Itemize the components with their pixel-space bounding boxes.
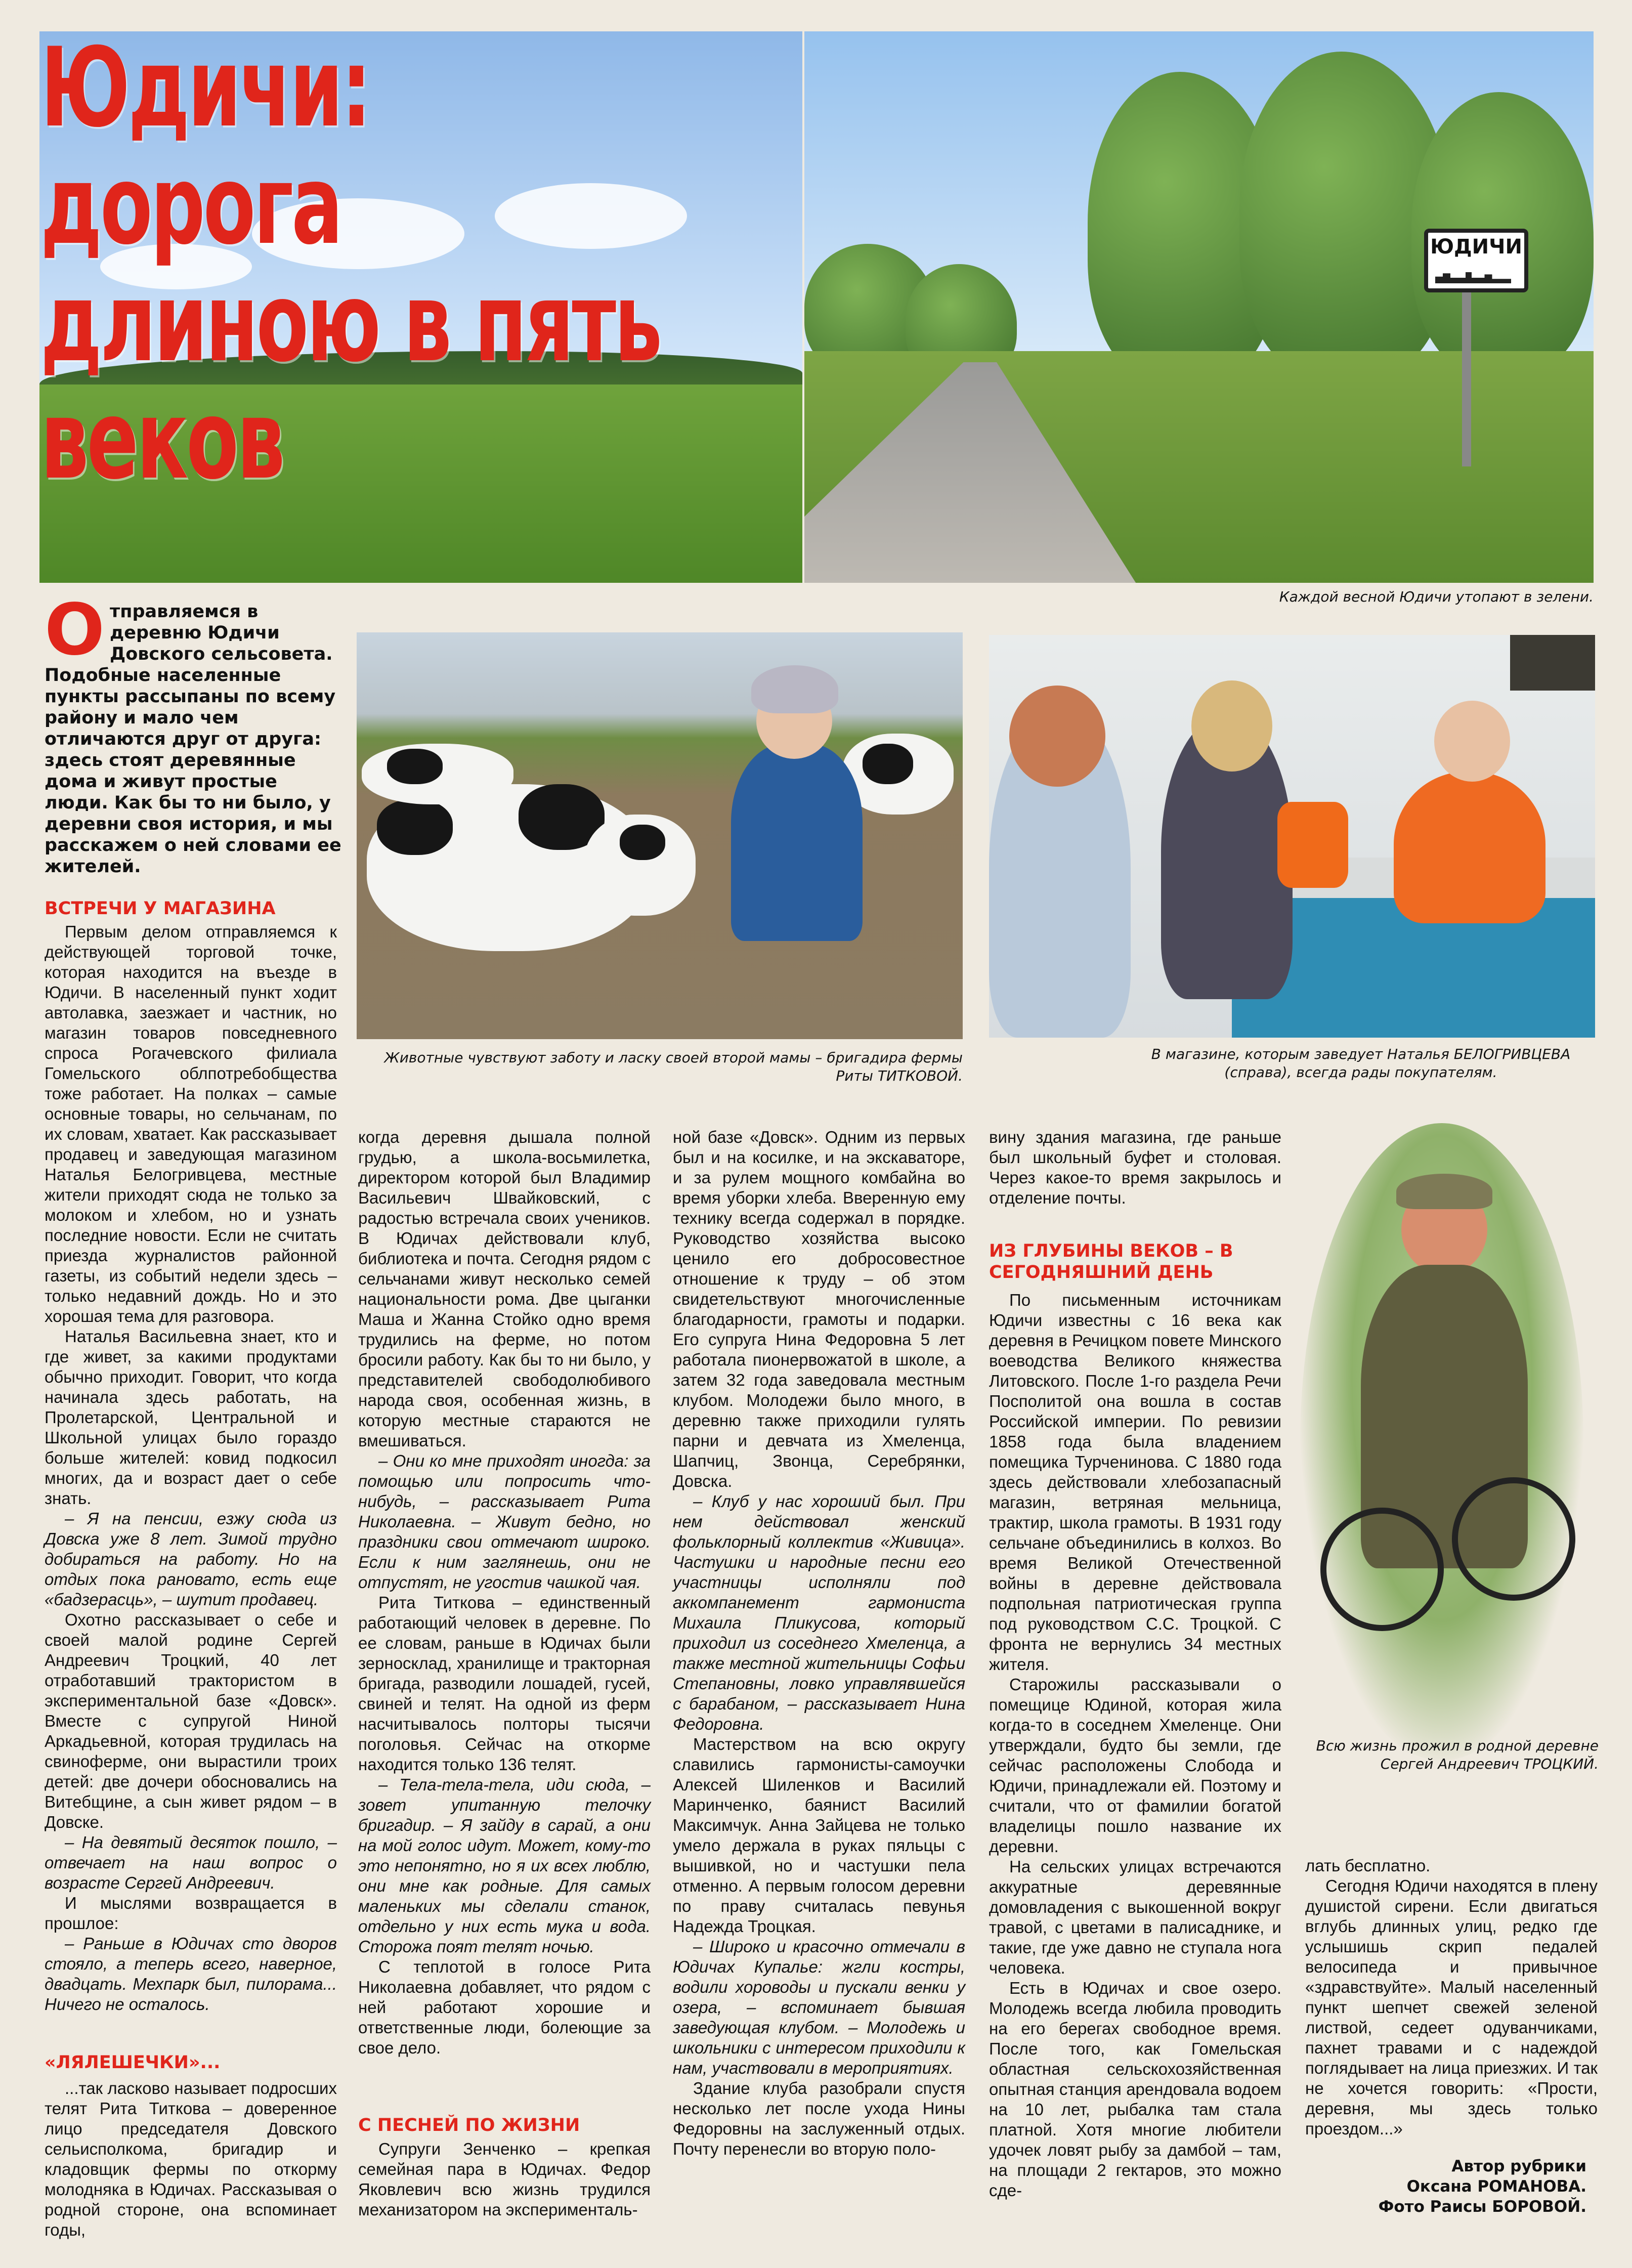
sign-post	[1462, 269, 1471, 466]
column-5	[1305, 1856, 1598, 2139]
headline: Юдичи: дорога длиною в пять веков	[40, 24, 661, 503]
column-4-continued	[989, 1290, 1281, 2201]
man-with-bicycle-photo	[1300, 1123, 1583, 1761]
paragraph: Охотно рассказывает о себе и своей малой родине Сергей Андреевич Троцкий, 40 лет отработавший трактористом в экспериментальной базе «Довск». Вместе с супругой Ниной Аркадьевной, которая трудилась на свиноферме, они вырастили троих детей: две дочери обосновались на Витебщине, а сын живет рядом – в Довске.	[45, 1610, 337, 1831]
column-1	[45, 922, 337, 2015]
credit-line: Автор рубрики	[1451, 2157, 1586, 2175]
paragraph: ной базе «Довск». Одним из первых был и на косилке, и на экскаваторе, и за рулем мощного комбайна во время уборки хлеба. Вверенную ему технику всегда содержал в порядке. Руководство хозяйства высоко ценило его добросовестное отношение к труду – об этом свидетельствуют многочисленные благодарности, грамоты и подарки. Его супруга Нина Федоровна 5 лет работала пионервожатой в школе, а затем 32 года заведовала местным клубом. Молодежи было много, в деревню также приходили гулять парни и девчата из Хмеленца, Шапчиц, Звонца, Серебрянки, Довска.	[673, 1128, 965, 1490]
shop-photo	[989, 635, 1595, 1038]
village-sign-text: ЮДИЧИ	[1430, 235, 1522, 259]
cows-photo	[357, 632, 963, 1039]
heading-from-depths: ИЗ ГЛУБИНЫ ВЕКОВ – В СЕГОДНЯШНИЙ ДЕНЬ	[989, 1241, 1233, 1282]
heading-with-song: С ПЕСНЕЙ ПО ЖИЗНИ	[358, 2115, 580, 2135]
heading-meetings: ВСТРЕЧИ У МАГАЗИНА	[45, 898, 276, 919]
paragraph: Есть в Юдичах и свое озеро. Молодежь всегда любила проводить на его берегах свободное время. После того, как Гомельская областная сельскохозяйственная опытная станция арендовала водоем на 10 лет, рыбалка там стала платной. Хотя многие любители удочек ловят рыбу за дамбой – там, на площади 2 гектаров, это можно сде-	[989, 1979, 1281, 2200]
paragraph: Рита Титкова – единственный работающий человек в деревне. По ее словам, раньше в Юдичах были зерносклад, хранилище и тракторная бригада, разводили лошадей, гусей, свиней и телят. На одной из ферм насчитывалось полторы тысячи поголовья. Сейчас на откорме находится только 136 телят.	[358, 1593, 651, 1774]
village-sign	[1424, 229, 1528, 292]
hero-caption: Каждой весной Юдичи утопают в зелени.	[1279, 588, 1594, 605]
heading-lyaleshechki: «ЛЯЛЕШЕЧКИ»...	[45, 2052, 221, 2073]
paragraph-quote: – Я на пенсии, езжу сюда из Довска уже 8 лет. Зимой трудно добираться на работу. Но на отдых пока рановато, есть еще «бадзерасць», – шутит продавец.	[45, 1509, 337, 1609]
intro-text: тправляемся в деревню Юдичи Довского сельсовета. Подобные населенные пункты рассыпаны по всему району и мало чем отличаются друг от друга: здесь стоят деревянные дома и живут простые люди. Как бы то ни было, у деревни своя история, и мы расскажем о ней словами ее жителей.	[45, 602, 341, 877]
paragraph: И мыслями возвращается в прошлое:	[45, 1894, 337, 1933]
paragraph: На сельских улицах встречаются аккуратные деревянные домовладения с выкошенной вокруг травой, с цветами в палисаднике, и такие, где уже давно не ступала нога человека.	[989, 1857, 1281, 1977]
man-caption: Всю жизнь прожил в родной деревне Сергей Андреевич ТРОЦКИЙ.	[1316, 1737, 1599, 1772]
paragraph: Наталья Васильевна знает, кто и где живет, за какими продуктами обычно приходит. Говорит, что когда начинала здесь работать, на Пролетарской, Центральной и Школьной улицах было гораздо больше жителей: ковид подкосил многих, да и возраст дает о себе знать.	[45, 1327, 337, 1508]
paragraph: вину здания магазина, где раньше был школьный буфет и столовая. Через какое-то время закрылось и отделение почты.	[989, 1128, 1281, 1207]
paragraph-quote: – Они ко мне приходят иногда: за помощью или попросить что-нибудь, – рассказывает Рита Николаевна. – Живут бедно, но праздники свои отмечают широко. Если к ним заглянешь, они не отпустят, не угостив чашкой чая.	[358, 1451, 651, 1592]
paragraph-quote: – На девятый десяток пошло, – отвечает на наш вопрос о возрасте Сергей Андреевич.	[45, 1833, 337, 1892]
paragraph-quote: – Раньше в Юдичах сто дворов стояло, а теперь всего, наверное, двадцать. Мехпарк был, пилорама... Ничего не осталось.	[45, 1934, 337, 2014]
cows-caption: Животные чувствуют заботу и ласку своей второй мамы – бригадира фермы Риты ТИТКОВОЙ.	[384, 1049, 963, 1084]
paragraph: лать бесплатно.	[1305, 1856, 1431, 1875]
paragraph-quote: – Тела-тела-тела, иди сюда, – зовет упитанную телочку бригадир. – Я зайду в сарай, а они на мой голос идут. Может, кому-то это непонятно, но я их всех люблю, они мне как родные. Для самых маленьких мы сделали станок, отдельно у них есть мука и вода. Сторожа поят телят ночью.	[358, 1775, 651, 1956]
paragraph-quote: – Клуб у нас хороший был. При нем действовал женский фольклорный коллектив «Живица». Частушки и народные песни его участницы исполняли под аккомпанемент гармониста Михаила Пликусова, который приходил из соседнего Хмеленца, а также местной жительницы Софьи Степановны, ловко управлявшейся с барабаном, – рассказывает Нина Федоровна.	[673, 1492, 965, 1733]
credit-photo: Фото Раисы БОРОВОЙ.	[1378, 2198, 1586, 2216]
paragraph: когда деревня дышала полной грудью, а школа-восьмилетка, директором которой был Владимир Васильевич Швайковский, с радостью встречала своих учеников. В Юдичах действовали клуб, библиотека и почта. Сегодня рядом с сельчанами живут несколько семей национальности рома. Две цыганки Маша и Жанна Стойко одно время трудились на ферме, но потом бросили работу. Как бы то ни было, у представителей свободолюбивого народа своя, особенная жизнь, в которую местные стараются не вмешиваться.	[358, 1128, 651, 1450]
column-4	[989, 1127, 1281, 1208]
paragraph: Первым делом отправляемся к действующей торговой точке, которая находится на въезде в Юдичи. В населенный пункт ходит автолавка, заезжает и частник, но магазин товаров повседневного спроса Рогачевского филиала Гомельского облпотребобщества тоже работает. На полках – самые основные товары, но сельчанам, по их словам, хватает. Как рассказывает продавец и заведующая магазином Наталья Белогривцева, местные жители приходят сюда не только за молоком и хлебом, но и узнать последние новости. Если не считать приезда журналистов районной газеты, из событий недели здесь – только недавний дождь. Но и это хорошая тема для разговора.	[45, 922, 337, 1325]
paragraph: Старожилы рассказывали о помещице Юдиной, которая жила когда-то в соседнем Хмеленце. Они утверждали, будто бы земли, где сейчас расположены Слобода и Юдичи, принадлежали ей. Поэтому и считали, что от фамилии богатой владелицы пошло название их деревни.	[989, 1675, 1281, 1856]
column-2-continued	[358, 2139, 651, 2220]
column-3	[673, 1127, 965, 2159]
intro-lead	[45, 589, 343, 877]
paragraph: Супруги Зенченко – крепкая семейная пара в Юдичах. Федор Яковлевич всю жизнь трудился механизатором на эксперименталь-	[358, 2139, 651, 2219]
shop-caption: В магазине, которым заведует Наталья БЕЛОГРИВЦЕВА (справа), всегда рады покупателям.	[1151, 1046, 1571, 1081]
author-credit	[1283, 2156, 1586, 2217]
column-2	[358, 1127, 651, 2058]
drop-cap: О	[45, 589, 105, 671]
paragraph: Мастерством на всю округу славились гармонисты-самоучки Алексей Шиленков и Василий Маринченко, баянист Василий Максимчук. Анна Зайцева не только умело держала в руках пяльцы с вышивкой, но и частушки пела отменно. А первым голосом деревни по праву считалась певунья Надежда Троцкая.	[673, 1735, 965, 1936]
paragraph: ...так ласково называет подросших телят Рита Титкова – доверенное лицо председателя Довского сельисполкома, бригадир и кладовщик фермы по откорму молодняка в Юдичах. Рассказывая о родной стороне, она вспоминает годы,	[45, 2079, 337, 2239]
paragraph: Сегодня Юдичи находятся в плену душистой сирени. Если двигаться вглубь длинных улиц, редко где услышишь скрип педалей велосипеда и привычное «здравствуйте». Малый населенный пункт шепчет свежей зеленой листвой, седеет одуванчиками, пахнет травами и с надеждой поглядывает на лица приезжих. И так не хочется говорить: «Прости, деревня, мы здесь только проездом...»	[1305, 1876, 1598, 2138]
paragraph: С теплотой в голосе Рита Николаевна добавляет, что рядом с ней работают хорошие и ответственные люди, болеющие за свое дело.	[358, 1957, 651, 2057]
paragraph: По письменным источникам Юдичи известны с 16 века как деревня в Речицком повете Минского воеводства Великого княжества Литовского. После 1-го раздела Речи Посполитой она вошла в состав Российской империи. По ревизии 1858 года была владением помещика Турченинова. С 1880 года здесь действовали хлебозапасный магазин, ветряная мельница, трактир, школа грамоты. В 1931 году сельчане объединились в колхоз. Во время Великой Отечественной войны в деревне действовала подпольная патриотическая группа под руководством С.С. Троцкой. С фронта не вернулись 34 местных жителя.	[989, 1291, 1281, 1674]
paragraph: Здание клуба разобрали спустя несколько лет после ухода Нины Федоровны на заслуженный отдых. Почту перенесли во вторую поло-	[673, 2079, 965, 2158]
paragraph-quote: – Широко и красочно отмечали в Юдичах Купалье: жгли костры, водили хороводы и пускали венки у озера, – вспоминает бывшая заведующая клубом. – Молодежь и школьники с интересом приходили к нам, участвовали в мероприятиях.	[673, 1937, 965, 2077]
column-1-continued	[45, 2078, 337, 2240]
hero-photo-road	[804, 31, 1594, 583]
credit-author: Оксана РОМАНОВА.	[1406, 2177, 1586, 2196]
